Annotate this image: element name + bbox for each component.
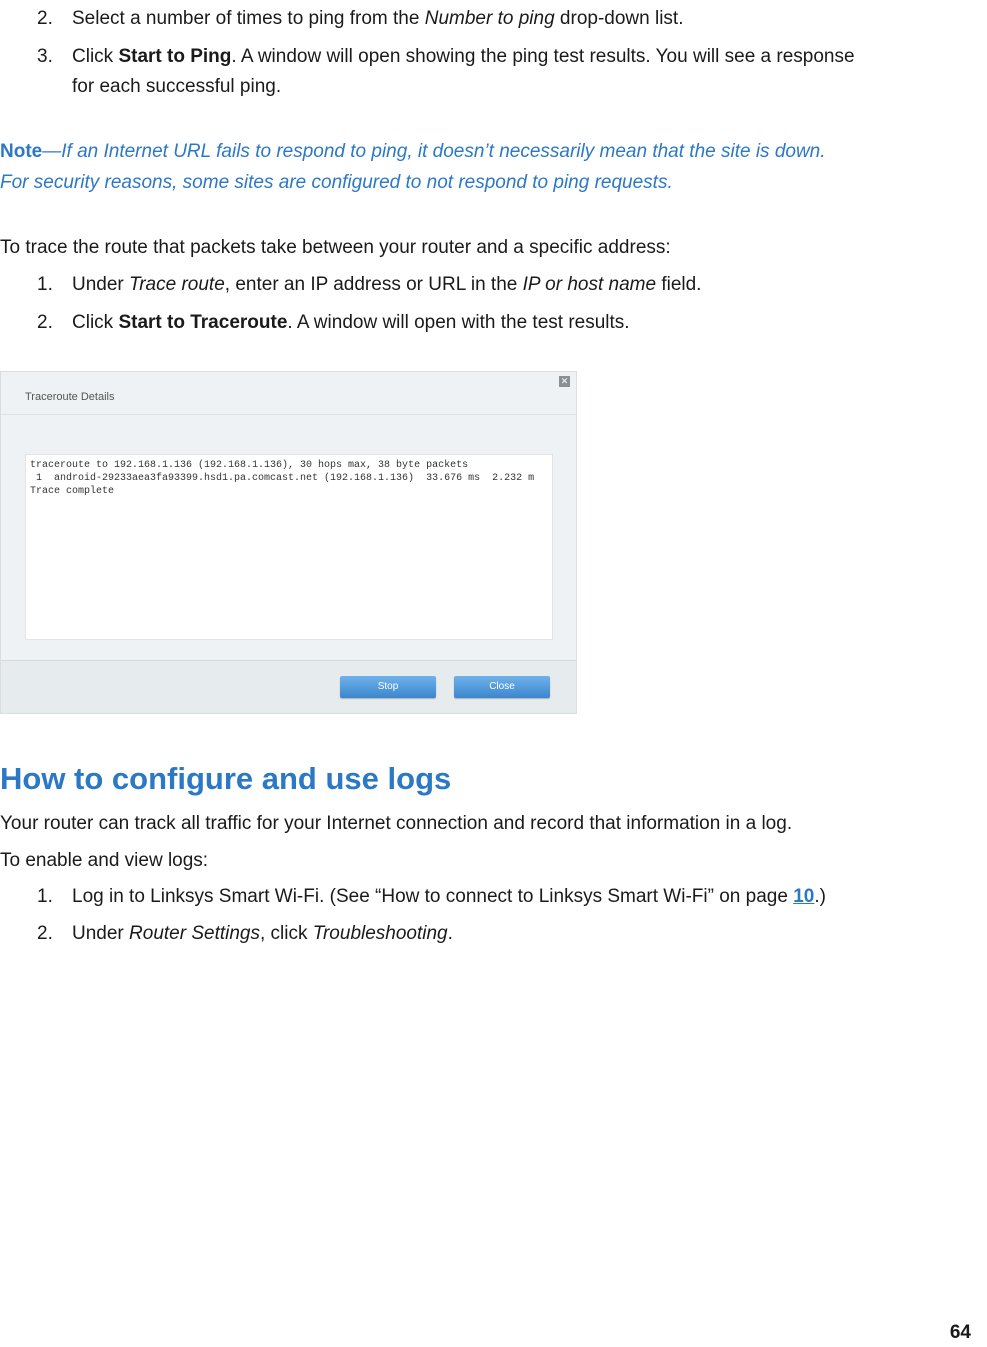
step-start-traceroute — [72, 311, 630, 335]
console-line: traceroute to 192.168.1.136 (192.168.1.136), 30 hops max, 38 byte packets — [30, 460, 469, 471]
note-line-2: For security reasons, some sites are configured to not respond to ping requests. — [0, 172, 673, 193]
step-number: 2. — [37, 8, 53, 29]
close-icon[interactable]: ✕ — [560, 376, 569, 386]
text: Select a number of times to ping from the — [72, 8, 425, 29]
step-number: 2. — [37, 923, 53, 944]
page-link[interactable]: 10 — [793, 886, 815, 907]
note-dash: — — [42, 141, 62, 162]
ui-term: Trace route — [129, 274, 225, 295]
step-start-ping-cont: for each successful ping. — [72, 76, 282, 97]
step-login — [72, 885, 826, 909]
text: Log in to Linksys Smart Wi-Fi. (See “How to connect to Linksys Smart Wi-Fi” on page — [72, 886, 794, 907]
divider — [1, 414, 576, 415]
console-line: 1 android-29233aea3fa93399.hsd1.pa.comcast.net (192.168.1.136) 33.676 ms 2.232 m — [30, 473, 535, 484]
page-number: 64 — [949, 1322, 971, 1343]
console-line: Trace complete — [30, 486, 115, 497]
step-number: 1. — [37, 886, 53, 907]
logs-intro: To enable and view logs: — [0, 850, 209, 871]
ui-term: Start to Traceroute — [118, 312, 288, 333]
text: Click — [72, 46, 119, 67]
step-trace-route — [72, 273, 701, 297]
text: . — [447, 923, 453, 944]
close-button[interactable]: Close — [454, 676, 550, 698]
text: , click — [260, 923, 313, 944]
section-heading: How to configure and use logs — [0, 761, 452, 796]
dialog-title: Traceroute Details — [25, 391, 115, 403]
text: Click — [72, 312, 119, 333]
logs-paragraph: Your router can track all traffic for your Internet connection and record that information in a log. — [0, 813, 793, 834]
text: . A window will open showing the ping test results. You will see a response — [231, 46, 855, 67]
text: Under — [72, 274, 130, 295]
ui-term: Number to ping — [424, 8, 555, 29]
step-number: 3. — [37, 46, 53, 67]
stop-button[interactable]: Stop — [340, 676, 436, 698]
text: field. — [656, 274, 702, 295]
note-line-1 — [0, 140, 826, 164]
trace-intro: To trace the route that packets take between your router and a specific address: — [0, 237, 671, 258]
step-troubleshooting — [72, 922, 453, 946]
step-number: 1. — [37, 274, 53, 295]
step-select-ping-count — [72, 7, 683, 31]
text: .) — [814, 886, 826, 907]
ui-term: Start to Ping — [118, 46, 232, 67]
ui-term: IP or host name — [522, 274, 657, 295]
text: drop-down list. — [554, 8, 684, 29]
text: Under — [72, 923, 130, 944]
step-number: 2. — [37, 312, 53, 333]
text: , enter an IP address or URL in the — [224, 274, 523, 295]
traceroute-dialog-screenshot — [0, 371, 577, 714]
note-label: Note — [0, 141, 43, 162]
traceroute-output — [25, 454, 553, 640]
step-start-ping — [72, 45, 855, 69]
ui-term: Router Settings — [129, 923, 260, 944]
text: . A window will open with the test results. — [287, 312, 630, 333]
ui-term: Troubleshooting — [312, 923, 448, 944]
note-text: If an Internet URL fails to respond to ping, it doesn’t necessarily mean that the site is down. — [61, 141, 826, 162]
